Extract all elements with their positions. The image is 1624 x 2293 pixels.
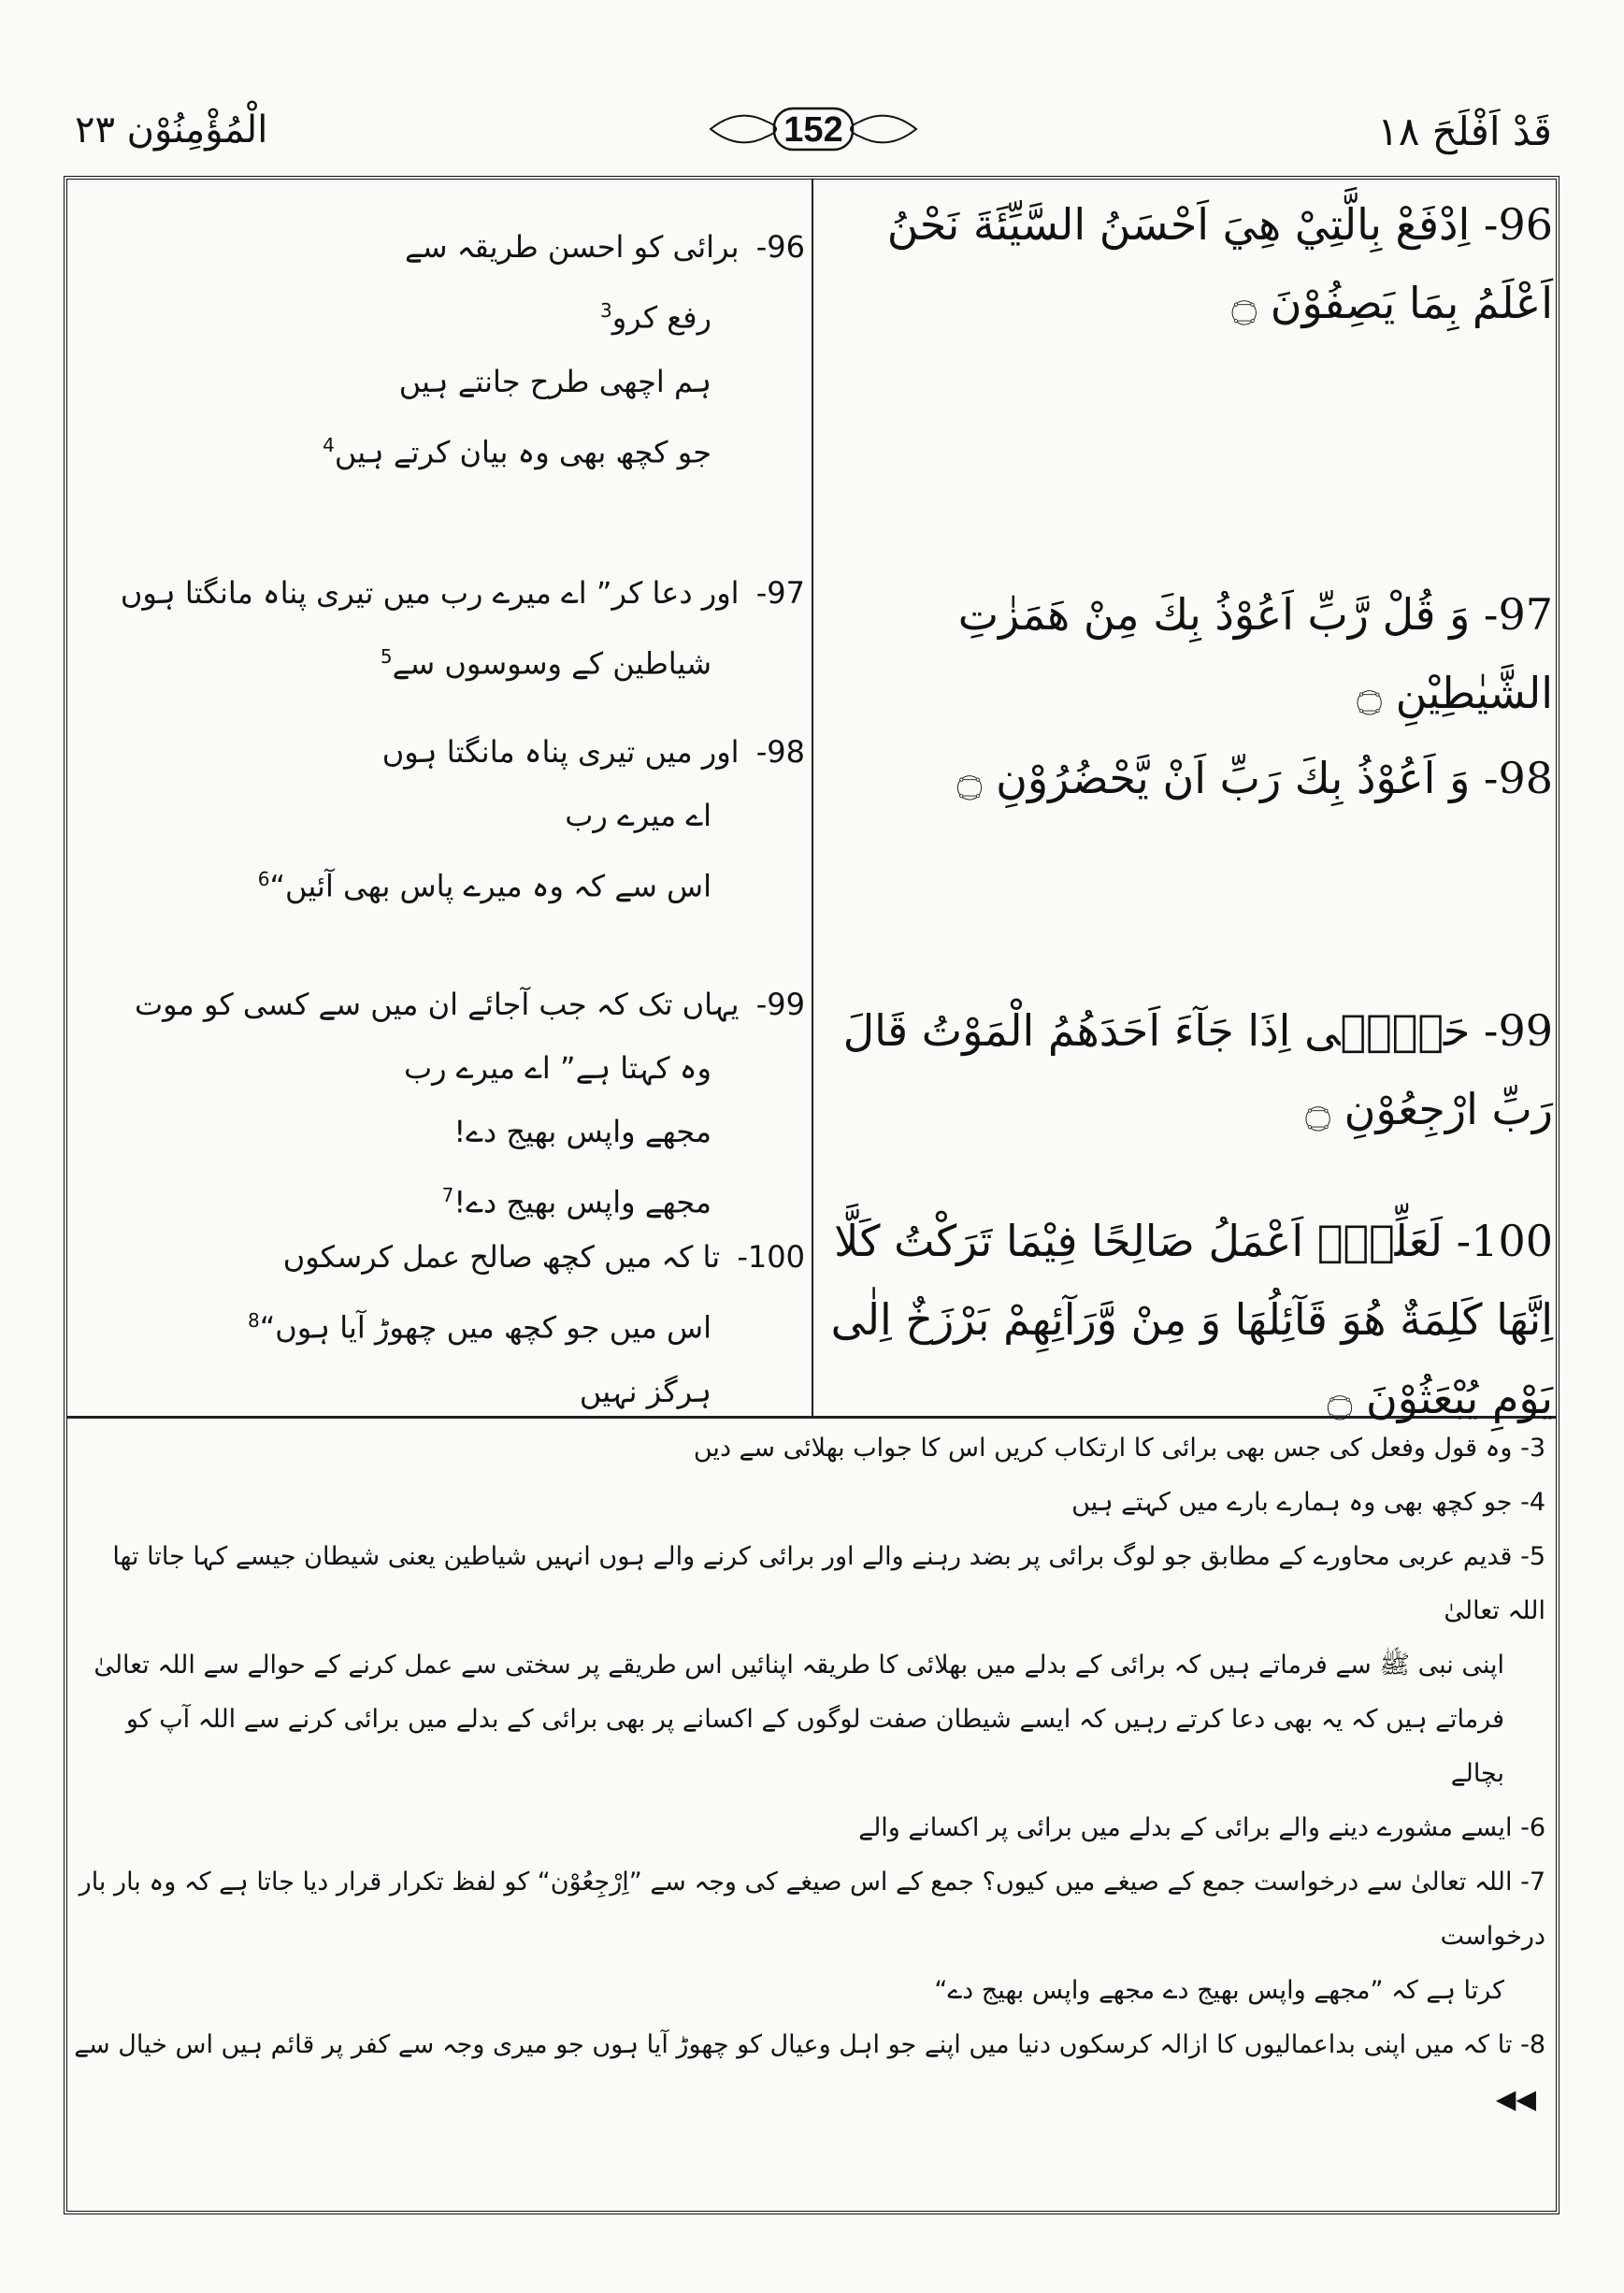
verse-number: 96- <box>755 229 805 265</box>
urdu-line: مجھے واپس بھیج دے! <box>453 1114 711 1149</box>
urdu-line: مجھے واپس بھیج دے! <box>453 1184 711 1220</box>
footnote-5 <box>74 1530 1551 1801</box>
verse-number: 98- <box>755 734 805 770</box>
footnote-7 <box>74 1855 1551 2018</box>
urdu-line: اس میں جو کچھ میں چھوڑ آیا ہوں“ <box>259 1309 711 1346</box>
footnote-ref: 4 <box>323 433 335 456</box>
footnote-ref: 8 <box>247 1309 260 1332</box>
footnote-text: اللہ تعالیٰ سے درخواست جمع کے صیغے میں کیوں؟ جمع کے اس صیغے کی وجہ سے ”اِرْجِعُوْن“ کو لفظ تکرار قرار دیا جاتا ہے کہ وہ بار بار درخواست <box>79 1868 1545 1951</box>
arabic-verse-97: 97- وَ قُلْ رَّبِّ اَعُوْذُ بِكَ مِنْ هَمَزٰتِ الشَّيٰطِيْنِ ۝ <box>957 589 1553 718</box>
footnotes-section <box>74 1421 1551 2127</box>
urdu-line: ہرگز نہیں <box>579 1373 711 1409</box>
urdu-verse-100 <box>76 1225 805 1423</box>
arabic-verse-100: 100- لَعَلِّيْۤ اَعْمَلُ صَالِحًا فِيْمَا تَرَكْتُ كَلَّا اِنَّهَا كَلِمَةٌ هُوَ قَآئِلُهَا وَ مِنْ وَّرَآئِهِمْ بَرْزَخٌ اِلٰى يَوْمِ يُبْعَثُوْنَ ۝ <box>830 1216 1553 1423</box>
arabic-verse-98: 98- وَ اَعُوْذُ بِكَ رَبِّ اَنْ يَّحْضُرُوْنِ ۝ <box>956 753 1553 803</box>
urdu-line: رفع کرو <box>611 299 711 336</box>
footnote-text: ایسے مشورے دینے والے برائی کے بدلے میں برائی پر اکسانے والے <box>858 1813 1513 1842</box>
arabic-verse-99: 99- حَتّٰۤى اِذَا جَآءَ اَحَدَهُمُ الْمَوْتُ قَالَ رَبِّ ارْجِعُوْنِ ۝ <box>842 1005 1553 1134</box>
footnote-number: 8- <box>1520 2030 1545 2059</box>
urdu-line: اور میں تیری پناہ مانگتا ہوں <box>381 734 740 770</box>
urdu-line: ہم اچھی طرح جانتے ہیں <box>398 363 711 399</box>
page-number: 152 <box>783 110 843 150</box>
footnote-text: فرماتے ہیں کہ یہ بھی دعا کرتے رہیں کہ ایسے شیطان صفت لوگوں کے اکسانے پر بھی برائی کے بدلے میں برائی کرنے سے اللہ آپ کو بچالے <box>125 1705 1504 1788</box>
verse-number: 99- <box>755 987 805 1022</box>
urdu-line: اس سے کہ وہ میرے پاس بھی آئیں“ <box>269 868 711 904</box>
arabic-verse-96: 96- اِدْفَعْ بِالَّتِيْ هِيَ اَحْسَنُ السَّيِّئَةَ نَحْنُ اَعْلَمُ بِمَا يَصِفُوْنَ ۝ <box>886 199 1553 328</box>
footnote-number: 7- <box>1520 1868 1545 1896</box>
column-divider <box>812 180 813 1416</box>
urdu-verse-96 <box>76 215 805 483</box>
footnote-text: قدیم عربی محاورے کے مطابق جو لوگ برائی پر بضد رہنے والے اور برائی کرنے والے ہوں انہیں شیاطین یعنی شیطان جیسے کہا جاتا تھا اللہ تعالیٰ <box>112 1542 1545 1625</box>
footnote-text: اپنی نبی ﷺ سے فرماتے ہیں کہ برائی کے بدلے میں بھلائی کا طریقہ اپنائیں اس طریقے پر سختی سے عمل کرنے کے حوالے سے اللہ تعالیٰ <box>93 1651 1504 1680</box>
footnote-4 <box>74 1476 1551 1530</box>
continue-arrow-icon: ◀◀ <box>1495 2084 1536 2114</box>
urdu-verse-98 <box>76 720 805 918</box>
urdu-line: برائی کو احسن طریقہ سے <box>404 229 740 265</box>
footnote-3 <box>74 1421 1551 1476</box>
footnote-number: 5- <box>1520 1542 1545 1571</box>
juz-title: قَدْ اَفْلَحَ ١٨ <box>1377 108 1552 154</box>
urdu-line: وہ کہتا ہے” اے میرے رب <box>404 1050 711 1086</box>
page-header <box>56 103 1571 178</box>
footnote-number: 3- <box>1520 1434 1545 1463</box>
urdu-line: شیاطین کے وسوسوں سے <box>392 645 711 682</box>
urdu-verse-97 <box>76 561 805 696</box>
footnote-number: 4- <box>1520 1488 1545 1517</box>
footnote-6 <box>74 1801 1551 1855</box>
urdu-verse-99 <box>76 973 805 1234</box>
urdu-line: جو کچھ بھی وہ بیان کرتے ہیں <box>334 434 711 470</box>
footnote-text: وہ قول وفعل کی جس بھی برائی کا ارتکاب کریں اس کا جواب بھلائی سے دیں <box>693 1434 1513 1463</box>
urdu-line: اور دعا کر” اے میرے رب میں تیری پناہ مانگتا ہوں <box>120 575 740 611</box>
surah-title: الْمُؤْمِنُوْن ٢٣ <box>75 108 268 151</box>
footnote-text: کرتا ہے کہ ”مجھے واپس بھیج دے مجھے واپس بھیج دے“ <box>934 1976 1504 2005</box>
footnote-8 <box>74 2018 1551 2127</box>
verse-number: 97- <box>755 575 805 611</box>
urdu-line: یہاں تک کہ جب آجائے ان میں سے کسی کو موت <box>135 987 740 1022</box>
footnote-ref: 7 <box>441 1184 454 1206</box>
footnote-ref: 5 <box>380 645 393 668</box>
footnote-text: تا کہ میں اپنی بداعمالیوں کا ازالہ کرسکوں دنیا میں اپنے جو اہل وعیال کو چھوڑ آیا ہوں جو میری وجہ سے کفر پر قائم ہیں اس خیال سے <box>74 2030 1513 2059</box>
urdu-line: اے میرے رب <box>565 798 711 833</box>
footnote-text: جو کچھ بھی وہ ہمارے بارے میں کہتے ہیں <box>1071 1488 1513 1517</box>
footnote-ref: 3 <box>599 299 612 322</box>
urdu-line: تا کہ میں کچھ صالح عمل کرسکوں <box>282 1239 721 1275</box>
verse-number: 100- <box>737 1239 805 1275</box>
footnote-number: 6- <box>1520 1813 1545 1842</box>
footnote-ref: 6 <box>257 868 270 890</box>
